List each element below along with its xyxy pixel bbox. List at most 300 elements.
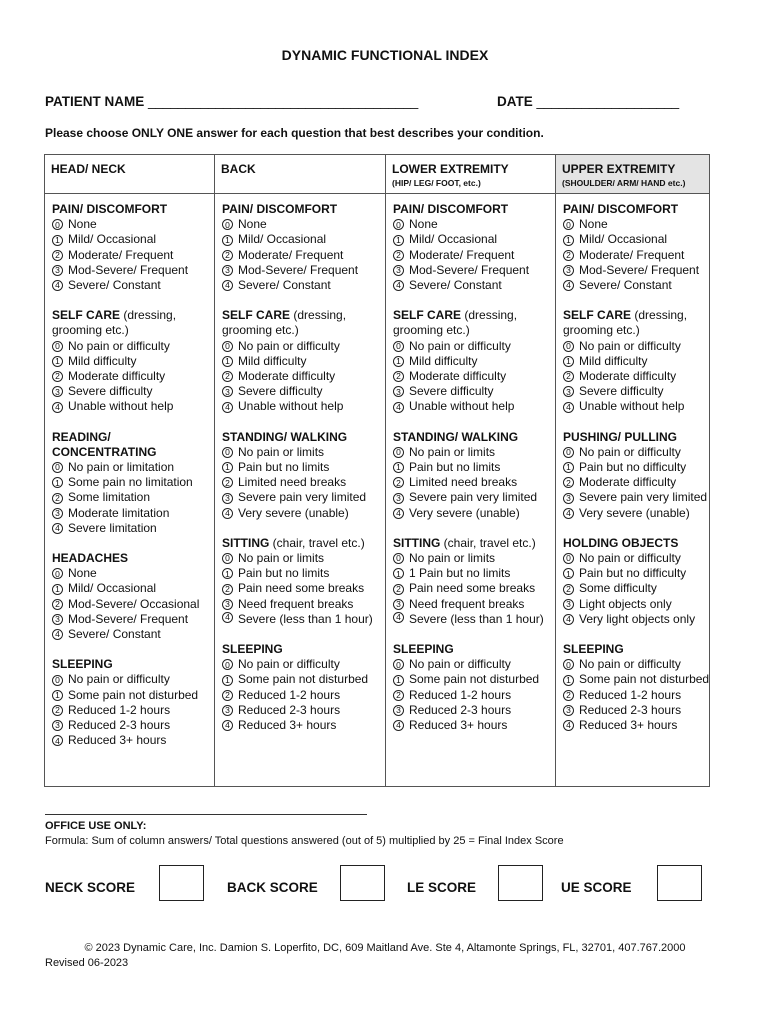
answer-option[interactable] <box>52 384 207 399</box>
circled-number-icon[interactable]: 3 <box>52 720 63 731</box>
answer-option[interactable] <box>393 339 548 354</box>
circled-number-icon[interactable]: 3 <box>563 493 574 504</box>
answer-option-label: Mild difficulty <box>579 353 648 368</box>
answer-option[interactable] <box>52 581 207 596</box>
answer-option[interactable] <box>222 566 378 581</box>
circled-number-icon[interactable]: 1 <box>563 235 574 246</box>
circled-number-icon[interactable]: 4 <box>563 402 574 413</box>
circled-number-icon[interactable]: 0 <box>222 659 233 670</box>
circled-number-icon[interactable]: 4 <box>222 720 233 731</box>
date-field[interactable] <box>497 94 679 109</box>
le-score-box[interactable] <box>498 865 543 901</box>
circled-number-icon[interactable]: 2 <box>52 599 63 610</box>
answer-option[interactable] <box>563 232 702 247</box>
circled-number-icon[interactable]: 4 <box>563 614 574 625</box>
ue-score-box[interactable] <box>657 865 702 901</box>
question-section <box>52 430 207 536</box>
answer-option-label: Mod-Severe/ Frequent <box>409 262 530 277</box>
answer-option-label: Reduced 1-2 hours <box>238 687 341 702</box>
answer-option-label: Severe difficulty <box>579 384 664 399</box>
question-title-main: SELF CARE <box>563 308 632 323</box>
circled-number-icon[interactable]: 1 <box>393 235 404 246</box>
answer-option-label: Mod-Severe/ Occasional <box>68 596 200 611</box>
circled-number-icon[interactable]: 2 <box>52 371 63 382</box>
answer-option[interactable] <box>393 718 548 733</box>
answer-option[interactable] <box>393 217 548 232</box>
circled-number-icon[interactable]: 1 <box>393 675 404 686</box>
question-title-note: (dressing, grooming etc.) <box>393 308 518 338</box>
answer-option[interactable] <box>393 612 548 627</box>
answer-option[interactable] <box>393 688 548 703</box>
circled-number-icon[interactable]: 2 <box>563 250 574 261</box>
circled-number-icon[interactable]: 2 <box>52 493 63 504</box>
answer-option[interactable] <box>222 339 378 354</box>
question-title <box>52 430 207 460</box>
question-section <box>563 308 702 414</box>
answer-option[interactable] <box>222 551 378 566</box>
date-line[interactable]: ___________________ <box>536 94 680 109</box>
answer-option[interactable] <box>563 399 702 414</box>
answer-option-label: Severe (less than 1 hour) <box>409 611 544 626</box>
circled-number-icon[interactable]: 0 <box>563 447 574 458</box>
circled-number-icon[interactable]: 3 <box>222 599 233 610</box>
answer-option[interactable] <box>52 490 207 505</box>
circled-number-icon[interactable]: 2 <box>563 477 574 488</box>
circled-number-icon[interactable]: 0 <box>563 553 574 564</box>
circled-number-icon[interactable]: 1 <box>52 356 63 367</box>
answer-option[interactable] <box>393 490 548 505</box>
answer-option[interactable] <box>393 460 548 475</box>
answer-option[interactable] <box>563 217 702 232</box>
circled-number-icon[interactable]: 4 <box>393 402 404 413</box>
answer-option[interactable] <box>222 445 378 460</box>
answer-option[interactable] <box>393 475 548 490</box>
answer-option[interactable] <box>52 248 207 263</box>
answer-option[interactable] <box>222 278 378 293</box>
question-title-main: PUSHING/ PULLING <box>563 429 678 444</box>
answer-option-label: Mild/ Occasional <box>68 581 157 596</box>
circled-number-icon[interactable]: 3 <box>222 493 233 504</box>
circled-number-icon[interactable]: 0 <box>393 659 404 670</box>
circled-number-icon[interactable]: 3 <box>52 508 63 519</box>
circled-number-icon[interactable]: 1 <box>52 584 63 595</box>
answer-option[interactable] <box>52 688 207 703</box>
answer-option[interactable] <box>52 612 207 627</box>
answer-option[interactable] <box>222 506 378 521</box>
answer-option[interactable] <box>563 551 702 566</box>
answer-option-label: No pain or difficulty <box>579 551 681 566</box>
circled-number-icon[interactable]: 3 <box>563 705 574 716</box>
answer-option-label: Very light objects only <box>579 611 696 626</box>
answer-option[interactable] <box>563 672 710 687</box>
answer-option-label: Pain but no difficulty <box>579 566 687 581</box>
circled-number-icon[interactable]: 3 <box>393 599 404 610</box>
circled-number-icon[interactable]: 1 <box>222 356 233 367</box>
answer-option[interactable] <box>563 581 702 596</box>
answer-option[interactable] <box>52 339 207 354</box>
answer-option-label: Some pain no limitation <box>68 475 193 490</box>
circled-number-icon[interactable]: 2 <box>222 690 233 701</box>
answer-option[interactable] <box>222 688 378 703</box>
answer-option[interactable] <box>563 688 702 703</box>
question-title-main: SLEEPING <box>222 642 283 657</box>
answer-option-label: Pain need some breaks <box>409 581 536 596</box>
question-title-note: (dressing, grooming etc.) <box>52 308 177 338</box>
answer-option[interactable] <box>222 475 378 490</box>
circled-number-icon[interactable]: 4 <box>393 720 404 731</box>
circled-number-icon[interactable]: 4 <box>222 402 233 413</box>
answer-option-label: Reduced 3+ hours <box>579 718 678 733</box>
answer-option-label: Unable without help <box>68 399 174 414</box>
circled-number-icon[interactable]: 0 <box>393 219 404 230</box>
answer-option-label: Some pain not disturbed <box>579 672 710 687</box>
answer-option[interactable] <box>563 384 702 399</box>
circled-number-icon[interactable]: 2 <box>222 250 233 261</box>
question-title <box>393 642 548 657</box>
question-section <box>393 202 548 293</box>
answer-option-label: Mild difficulty <box>68 353 137 368</box>
answer-option[interactable] <box>393 657 548 672</box>
answer-option[interactable] <box>393 506 548 521</box>
answer-option[interactable] <box>52 672 207 687</box>
column-body <box>556 202 709 748</box>
answer-option-label: Pain but no limits <box>409 460 501 475</box>
answer-option[interactable] <box>563 354 702 369</box>
answer-option[interactable] <box>393 445 548 460</box>
answer-option[interactable] <box>52 566 207 581</box>
circled-number-icon[interactable]: 4 <box>52 402 63 413</box>
answer-option-label: Mild/ Occasional <box>68 232 157 247</box>
answer-option-label: Moderate difficulty <box>409 369 507 384</box>
column-body <box>45 202 214 764</box>
question-title <box>222 308 378 338</box>
circled-number-icon[interactable]: 0 <box>393 553 404 564</box>
circled-number-icon[interactable]: 3 <box>52 614 63 625</box>
answer-option[interactable] <box>393 278 548 293</box>
question-title <box>563 308 702 338</box>
answer-option-label: Reduced 2-3 hours <box>68 718 171 733</box>
answer-option[interactable] <box>222 657 378 672</box>
circled-number-icon[interactable]: 3 <box>222 386 233 397</box>
answer-option-label: Mod-Severe/ Frequent <box>68 262 189 277</box>
answer-option[interactable] <box>52 627 207 642</box>
answer-option[interactable] <box>52 475 207 490</box>
circled-number-icon[interactable]: 2 <box>52 705 63 716</box>
circled-number-icon[interactable]: 4 <box>222 508 233 519</box>
answer-option[interactable] <box>393 384 548 399</box>
answer-option[interactable] <box>222 460 378 475</box>
answer-option[interactable] <box>393 672 548 687</box>
answer-option[interactable] <box>393 581 548 596</box>
circled-number-icon[interactable]: 3 <box>393 705 404 716</box>
circled-number-icon[interactable]: 0 <box>52 675 63 686</box>
question-title-main: HOLDING OBJECTS <box>563 535 679 550</box>
answer-option[interactable] <box>393 551 548 566</box>
circled-number-icon[interactable]: 1 <box>52 477 63 488</box>
answer-option[interactable] <box>222 354 378 369</box>
answer-option-label: Mild difficulty <box>238 353 307 368</box>
circled-number-icon[interactable]: 2 <box>222 371 233 382</box>
answer-option-label: Some limitation <box>68 490 151 505</box>
question-title <box>52 308 207 338</box>
answer-option[interactable] <box>222 597 378 612</box>
answer-option[interactable] <box>52 399 207 414</box>
column-body <box>386 202 555 748</box>
circled-number-icon[interactable]: 1 <box>563 356 574 367</box>
circled-number-icon[interactable]: 1 <box>393 356 404 367</box>
question-section <box>563 642 710 733</box>
circled-number-icon[interactable]: 0 <box>52 568 63 579</box>
circled-number-icon[interactable]: 4 <box>563 508 574 519</box>
circled-number-icon[interactable]: 3 <box>563 599 574 610</box>
answer-option[interactable] <box>563 703 702 718</box>
circled-number-icon[interactable]: 4 <box>52 280 63 291</box>
circled-number-icon[interactable]: 0 <box>222 553 233 564</box>
circled-number-icon[interactable]: 2 <box>393 477 404 488</box>
answer-option[interactable] <box>222 248 378 263</box>
circled-number-icon[interactable]: 2 <box>222 584 233 595</box>
circled-number-icon[interactable]: 0 <box>222 341 233 352</box>
answer-option[interactable] <box>563 506 702 521</box>
answer-option[interactable] <box>563 445 702 460</box>
circled-number-icon[interactable]: 2 <box>393 250 404 261</box>
question-title-main: SELF CARE <box>222 308 291 323</box>
circled-number-icon[interactable]: 1 <box>222 568 233 579</box>
circled-number-icon[interactable]: 4 <box>393 508 404 519</box>
answer-option[interactable] <box>393 263 548 278</box>
column-head-neck <box>45 155 215 786</box>
column-header-subtitle: (SHOULDER/ ARM/ HAND etc.) <box>562 178 686 188</box>
circled-number-icon[interactable]: 2 <box>393 584 404 595</box>
answer-option[interactable] <box>563 718 702 733</box>
question-title-note: (dressing, grooming etc.) <box>563 308 688 338</box>
circled-number-icon[interactable]: 2 <box>222 477 233 488</box>
circled-number-icon[interactable]: 1 <box>563 462 574 473</box>
answer-option-label: Need frequent breaks <box>238 596 354 611</box>
circled-number-icon[interactable]: 1 <box>52 690 63 701</box>
question-title <box>563 430 702 445</box>
question-title-note: (chair, travel etc.) <box>269 535 365 550</box>
circled-number-icon[interactable]: 1 <box>222 675 233 686</box>
answer-option-label: Reduced 1-2 hours <box>579 687 682 702</box>
circled-number-icon[interactable]: 1 <box>563 568 574 579</box>
answer-option[interactable] <box>222 718 378 733</box>
circled-number-icon[interactable]: 1 <box>52 235 63 246</box>
neck-score-label: NECK SCORE <box>45 880 136 895</box>
formula-text: Formula: Sum of column answers/ Total questions answered (out of 5) multiplied by 25 = Final Index Score <box>45 835 564 847</box>
circled-number-icon[interactable]: 4 <box>563 720 574 731</box>
circled-number-icon[interactable]: 3 <box>222 705 233 716</box>
circled-number-icon[interactable]: 2 <box>52 250 63 261</box>
circled-number-icon[interactable]: 1 <box>393 568 404 579</box>
answer-option[interactable] <box>563 278 702 293</box>
circled-number-icon[interactable]: 0 <box>393 447 404 458</box>
answer-option[interactable] <box>52 703 207 718</box>
answer-option-label: None <box>68 566 97 581</box>
answer-option-label: Limited need breaks <box>238 475 347 490</box>
circled-number-icon[interactable]: 3 <box>393 265 404 276</box>
answer-option[interactable] <box>563 597 702 612</box>
column-header-title: LOWER EXTREMITY <box>392 162 509 176</box>
back-score-box[interactable] <box>340 865 385 901</box>
answer-option-label: Pain but no difficulty <box>579 460 687 475</box>
question-title-main: PAIN/ DISCOMFORT <box>222 202 338 216</box>
answer-option-label: Moderate/ Frequent <box>68 247 174 262</box>
answer-option[interactable] <box>52 597 207 612</box>
circled-number-icon[interactable]: 3 <box>52 265 63 276</box>
circled-number-icon[interactable]: 3 <box>52 386 63 397</box>
answer-option-label: Severe/ Constant <box>238 278 331 293</box>
circled-number-icon[interactable]: 0 <box>222 447 233 458</box>
circled-number-icon[interactable]: 0 <box>393 341 404 352</box>
circled-number-icon[interactable]: 0 <box>52 219 63 230</box>
circled-number-icon[interactable]: 3 <box>222 265 233 276</box>
circled-number-icon[interactable]: 0 <box>563 659 574 670</box>
answer-option[interactable] <box>52 354 207 369</box>
answer-option-label: No pain or limits <box>409 444 496 459</box>
question-section <box>222 536 378 627</box>
answer-option[interactable] <box>563 339 702 354</box>
form-title: DYNAMIC FUNCTIONAL INDEX <box>281 47 489 63</box>
answer-option[interactable] <box>222 612 378 627</box>
answer-option-label: No pain or difficulty <box>68 672 170 687</box>
answer-option[interactable] <box>393 597 548 612</box>
question-section <box>563 202 702 293</box>
answer-option[interactable] <box>563 612 702 627</box>
circled-number-icon[interactable]: 3 <box>393 493 404 504</box>
circled-number-icon[interactable]: 4 <box>393 612 404 623</box>
circled-number-icon[interactable]: 2 <box>393 371 404 382</box>
patient-name-field[interactable] <box>45 94 418 109</box>
question-title-main: SITTING <box>222 535 270 550</box>
answer-option[interactable] <box>563 460 702 475</box>
question-title <box>393 202 548 217</box>
circled-number-icon[interactable]: 0 <box>222 219 233 230</box>
column-back <box>215 155 386 786</box>
question-section <box>393 642 548 733</box>
answer-option[interactable] <box>222 703 378 718</box>
answer-option[interactable] <box>393 399 548 414</box>
circled-number-icon[interactable]: 1 <box>393 462 404 473</box>
answer-option[interactable] <box>222 672 378 687</box>
question-title-main: SLEEPING <box>393 642 454 657</box>
answer-option[interactable] <box>52 733 207 748</box>
answer-option-label: Moderate difficulty <box>579 369 677 384</box>
circled-number-icon[interactable]: 0 <box>52 462 63 473</box>
circled-number-icon[interactable]: 4 <box>393 280 404 291</box>
answer-option-label: Severe/ Constant <box>579 278 672 293</box>
answer-option[interactable] <box>563 566 702 581</box>
circled-number-icon[interactable]: 0 <box>563 341 574 352</box>
question-section <box>222 430 378 521</box>
circled-number-icon[interactable]: 4 <box>222 612 233 623</box>
circled-number-icon[interactable]: 4 <box>52 735 63 746</box>
column-header-title: BACK <box>221 162 256 176</box>
answer-option[interactable] <box>52 521 207 536</box>
answer-option-label: Mod-Severe/ Frequent <box>238 262 359 277</box>
back-score-label: BACK SCORE <box>227 880 318 895</box>
answer-option-label: Mild/ Occasional <box>238 232 327 247</box>
answer-option-label: No pain or difficulty <box>238 657 340 672</box>
question-title-main: STANDING/ WALKING <box>222 429 348 444</box>
answer-option[interactable] <box>393 369 548 384</box>
answer-option[interactable] <box>563 475 702 490</box>
circled-number-icon[interactable]: 3 <box>563 386 574 397</box>
neck-score-box[interactable] <box>159 865 204 901</box>
circled-number-icon[interactable]: 4 <box>222 280 233 291</box>
answer-option[interactable] <box>393 232 548 247</box>
answer-option-label: Very severe (unable) <box>238 505 349 520</box>
answer-option[interactable] <box>222 581 378 596</box>
circled-number-icon[interactable]: 1 <box>222 462 233 473</box>
answer-option[interactable] <box>52 278 207 293</box>
answer-option[interactable] <box>563 490 708 505</box>
answer-option[interactable] <box>393 703 548 718</box>
circled-number-icon[interactable]: 4 <box>563 280 574 291</box>
answer-option[interactable] <box>52 369 207 384</box>
answer-option[interactable] <box>52 263 207 278</box>
signature-line <box>45 814 367 815</box>
question-title <box>393 536 548 551</box>
answer-option[interactable] <box>563 369 702 384</box>
circled-number-icon[interactable]: 0 <box>563 219 574 230</box>
circled-number-icon[interactable]: 4 <box>52 523 63 534</box>
circled-number-icon[interactable]: 2 <box>563 690 574 701</box>
answer-option-label: Moderate limitation <box>68 505 170 520</box>
answer-option[interactable] <box>393 566 548 581</box>
answer-option[interactable] <box>222 217 378 232</box>
circled-number-icon[interactable]: 4 <box>52 629 63 640</box>
question-title-main: STANDING/ WALKING <box>393 429 519 444</box>
answer-option[interactable] <box>222 490 378 505</box>
answer-option[interactable] <box>52 217 207 232</box>
circled-number-icon[interactable]: 0 <box>52 341 63 352</box>
answer-option-label: Moderate difficulty <box>68 369 166 384</box>
answer-option[interactable] <box>52 506 207 521</box>
question-section <box>52 202 207 293</box>
answer-option[interactable] <box>222 384 378 399</box>
circled-number-icon[interactable]: 1 <box>563 675 574 686</box>
answer-option-label: No pain or difficulty <box>579 444 681 459</box>
answer-option[interactable] <box>563 263 702 278</box>
circled-number-icon[interactable]: 2 <box>563 371 574 382</box>
answer-option[interactable] <box>222 369 378 384</box>
answer-option-label: None <box>238 217 267 232</box>
column-header <box>45 155 214 194</box>
answer-option-label: Reduced 1-2 hours <box>409 687 512 702</box>
answer-option-label: No pain or limitation <box>68 460 175 475</box>
circled-number-icon[interactable]: 3 <box>563 265 574 276</box>
circled-number-icon[interactable]: 1 <box>222 235 233 246</box>
answer-option[interactable] <box>222 399 378 414</box>
circled-number-icon[interactable]: 2 <box>563 584 574 595</box>
answer-option[interactable] <box>52 460 207 475</box>
circled-number-icon[interactable]: 2 <box>393 690 404 701</box>
answer-option[interactable] <box>52 232 207 247</box>
answer-option[interactable] <box>563 248 702 263</box>
question-section <box>222 202 378 293</box>
answer-option[interactable] <box>222 232 378 247</box>
answer-option[interactable] <box>393 248 548 263</box>
patient-name-line[interactable]: ____________________________________ <box>148 94 419 109</box>
answer-option[interactable] <box>563 657 702 672</box>
question-title-note: (dressing, grooming etc.) <box>222 308 347 338</box>
circled-number-icon[interactable]: 3 <box>393 386 404 397</box>
answer-option[interactable] <box>393 354 548 369</box>
question-title <box>222 536 378 551</box>
answer-option[interactable] <box>222 263 378 278</box>
answer-option[interactable] <box>52 718 207 733</box>
